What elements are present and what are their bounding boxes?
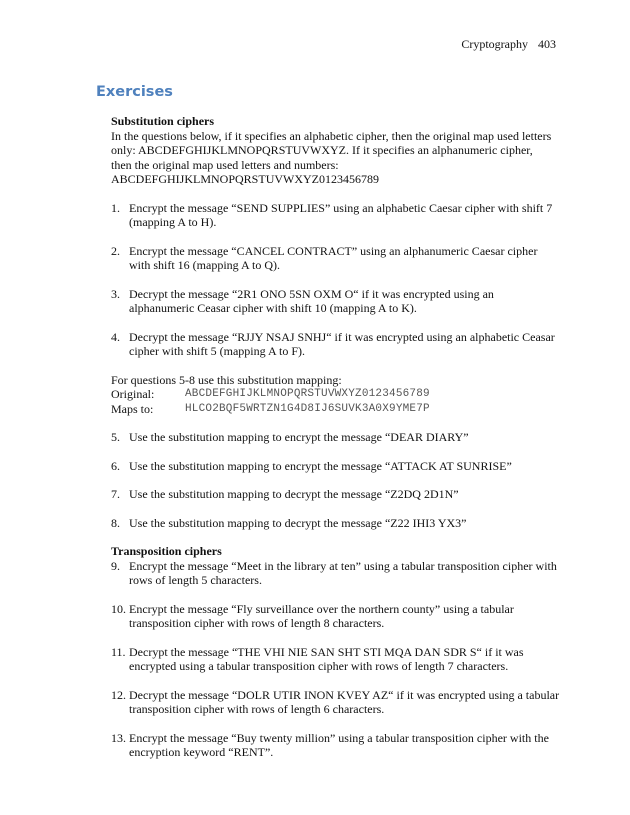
exercise-number: 13. [111,730,126,745]
exercise-11 [111,645,581,674]
substitution-heading: Substitution ciphers [111,114,215,128]
page-number: 403 [538,37,556,51]
mapping-intro: For questions 5-8 use this substitution mapping: [111,372,342,387]
exercise-number: 2. [111,243,120,258]
exercise-line: encryption keyword “RENT”. [129,745,274,759]
mapping-maps-row [111,402,581,417]
exercise-number: 8. [111,515,120,530]
mapping-original-row [111,387,581,402]
exercise-line: cipher with shift 5 (mapping A to F). [129,344,305,358]
section-title: Exercises [96,84,173,100]
exercise-line: Decrypt the message “2R1 ONO 5SN OXM O“ if it was encrypted using an [129,286,494,301]
exercise-line: transposition cipher with rows of length 8 characters. [129,616,385,630]
intro-line: In the questions below, if it specifies an alphabetic cipher, then the original map used letters [111,128,552,143]
exercise-5 [111,430,581,445]
exercise-line: Decrypt the message “DOLR UTIR INON KVEY AZ“ if it was encrypted using a tabular [129,687,560,702]
exercise-line: Decrypt the message “RJJY NSAJ SNHJ“ if it was encrypted using an alphabetic Ceasar [129,329,555,344]
exercise-6 [111,459,581,474]
exercise-number: 5. [111,430,120,444]
exercise-line: rows of length 5 characters. [129,573,262,587]
exercise-12 [111,688,581,717]
exercise-8 [111,516,581,531]
exercise-13 [111,731,581,760]
header-title: Cryptography [461,37,528,51]
exercise-number: 4. [111,329,120,344]
running-head [461,37,556,52]
exercise-7 [111,487,581,502]
exercise-number: 10. [111,601,126,616]
exercise-2 [111,244,581,273]
exercise-number: 11. [111,644,126,659]
exercise-line: Encrypt the message “Meet in the library at ten” using a tabular transposition cipher with [129,558,557,573]
mapping-original-label: Original: [111,387,155,401]
exercise-line: Use the substitution mapping to decrypt the message “Z22 IHI3 YX3” [129,515,467,530]
exercise-10 [111,602,581,631]
exercise-line: Encrypt the message “SEND SUPPLIES” using an alphabetic Caesar cipher with shift 7 [129,200,553,215]
exercise-number: 6. [111,458,120,473]
mapping-maps-value: HLCO2BQF5WRTZN1G4D8IJ6SUVK3A0X9YME7P [185,402,430,415]
exercise-line: alphanumeric Ceasar cipher with shift 10 (mapping A to K). [129,301,417,315]
exercise-line: Use the substitution mapping to encrypt the message “ATTACK AT SUNRISE” [129,458,512,473]
exercise-line: Encrypt the message “CANCEL CONTRACT” using an alphanumeric Caesar cipher [129,243,538,258]
body-text [111,114,581,760]
exercise-line: (mapping A to H). [129,215,217,229]
exercise-number: 7. [111,487,120,501]
exercise-1 [111,201,581,230]
intro-line: then the original map used letters and numbers: [111,157,339,172]
exercise-line: encrypted using a tabular transposition cipher with rows of length 7 characters. [129,659,509,673]
intro-line: only: ABCDEFGHIJKLMNOPQRSTUVWXYZ. If it specifies an alphanumeric cipher, [111,143,533,157]
intro-line: ABCDEFGHIJKLMNOPQRSTUVWXYZ0123456789 [111,172,380,186]
mapping-maps-label: Maps to: [111,401,154,416]
exercise-line: Encrypt the message “Fly surveillance over the northern county” using a tabular [129,601,514,616]
exercise-number: 3. [111,286,120,301]
exercise-line: Use the substitution mapping to encrypt the message “DEAR DIARY” [129,430,469,444]
exercise-3 [111,287,581,316]
exercise-line: transposition cipher with rows of length 6 characters. [129,702,385,716]
exercise-line: with shift 16 (mapping A to Q). [129,258,280,272]
exercise-number: 9. [111,558,120,573]
exercise-line: Use the substitution mapping to decrypt the message “Z2DQ 2D1N” [129,487,459,501]
exercise-line: Decrypt the message “THE VHI NIE SAN SHT STI MQA DAN SDR S“ if it was [129,644,524,659]
exercise-number: 12. [111,687,126,702]
transposition-heading: Transposition ciphers [111,544,222,558]
exercise-line: Encrypt the message “Buy twenty million” using a tabular transposition cipher with the [129,730,549,745]
exercise-number: 1. [111,200,120,215]
mapping-original-value: ABCDEFGHIJKLMNOPQRSTUVWXYZ0123456789 [185,388,430,400]
exercise-9 [111,559,581,588]
exercise-4 [111,330,581,359]
